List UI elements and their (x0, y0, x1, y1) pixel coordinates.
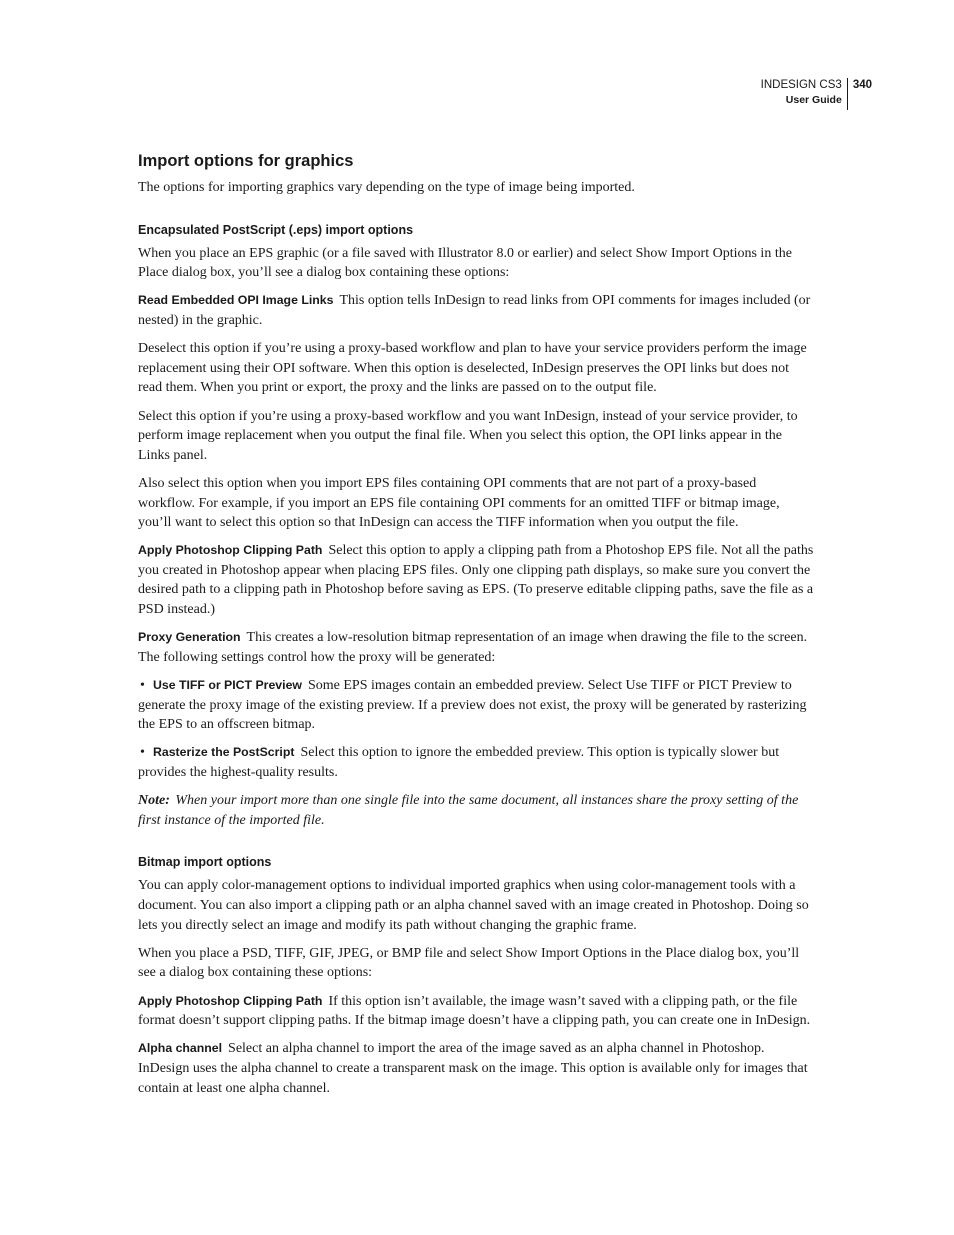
note-label: Note: (138, 793, 170, 809)
opi-option (138, 291, 814, 330)
proxy-option (138, 628, 814, 667)
opi-term: Read Embedded OPI Image Links (138, 293, 334, 308)
raster-text: Select this option to ignore the embedded preview. This option is typically slower but provides the highest-quality results. (138, 745, 780, 780)
alpha-term: Alpha channel (138, 1041, 223, 1056)
page-number: 340 (852, 79, 872, 91)
bullet-rasterize (138, 743, 814, 782)
note (138, 791, 814, 830)
bitmap-clipping-term: Apply Photoshop Clipping Path (138, 993, 323, 1008)
bitmap-heading: Bitmap import options (138, 855, 272, 870)
bitmap-clipping-text: If this option isn’t available, the image wasn’t saved with a clipping path, or the file format doesn’t support clipping paths. If the bitmap image doesn’t have a clipping path, you can create one in InDesign. (138, 993, 811, 1029)
opi-text: This option tells InDesign to read links from OPI comments for images included (or nested) in the graphic. (138, 293, 811, 328)
header-title-block (761, 78, 848, 110)
opi-paragraph-3: Select this option if you’re using a proxy-based workflow and you want InDesign, instead of your service provider, to perform image replacement when you output the final file. When you select this option, the OPI links appear in the Links panel. (138, 408, 798, 463)
proxy-term: Proxy Generation (138, 630, 241, 645)
bitmap-paragraph-1: You can apply color-management options to individual imported graphics when using color-management tools with a document. You can also import a clipping path or an alpha channel saved with an image created in Photoshop. Doing so lets you directly select an image and modify its path without changing the graphic frame. (138, 878, 809, 933)
section-intro: The options for importing graphics vary depending on the type of image being imported. (138, 180, 635, 195)
bullet-tiff-preview (138, 676, 814, 735)
header-product: INDESIGN CS3 (760, 79, 842, 91)
alpha-text: Select an alpha channel to import the area of the image saved as an alpha channel in Photoshop. InDesign uses the alpha channel to create a transparent mask on the image. This option is available only for images that contain at least one alpha channel. (138, 1041, 808, 1096)
tiff-term: Use TIFF or PICT Preview (153, 678, 302, 693)
bitmap-clipping-option (138, 992, 814, 1031)
header-guide: User Guide (785, 94, 842, 106)
tiff-text: Some EPS images contain an embedded preview. Select Use TIFF or PICT Preview to generate the proxy image of the existing preview. If a preview does not exist, the proxy will be generated by rasterizing the EPS to an offscreen bitmap. (138, 678, 807, 733)
eps-intro: When you place an EPS graphic (or a file saved with Illustrator 8.0 or earlier) and select Show Import Options in the Place dialog box, you’ll see a dialog box containing these options: (138, 245, 792, 281)
eps-clipping-option (138, 541, 814, 619)
note-text: When your import more than one single file into the same document, all instances share the proxy setting of the first instance of the imported file. (138, 793, 799, 828)
bullet-icon: • (140, 745, 145, 761)
page-body (138, 150, 814, 1107)
alpha-option (138, 1039, 814, 1098)
section-title: Import options for graphics (138, 152, 354, 170)
eps-clipping-term: Apply Photoshop Clipping Path (138, 543, 323, 558)
bitmap-paragraph-2: When you place a PSD, TIFF, GIF, JPEG, or BMP file and select Show Import Options in the Place dialog box, you’ll see a dialog box containing these options: (138, 945, 800, 981)
proxy-text: This creates a low-resolution bitmap representation of an image when drawing the file to the screen. The following settings control how the proxy will be generated: (138, 630, 808, 665)
running-header (761, 78, 872, 110)
opi-paragraph-4: Also select this option when you import EPS files containing OPI comments that are not part of a proxy-based workflow. For example, if you import an EPS file containing OPI comments for an omitted TIFF or bitmap image, you’ll want to select this option so that InDesign can access the TIFF information when you output the file. (138, 475, 780, 531)
opi-paragraph-2: Deselect this option if you’re using a proxy-based workflow and plan to have your service providers perform the image replacement using their OPI software. When this option is deselected, InDesign preserves the OPI links but does not read them. When you print or export, the proxy and the links are passed on to the output file. (138, 341, 807, 396)
eps-clipping-text: Select this option to apply a clipping path from a Photoshop EPS file. Not all the paths you created in Photoshop appear when placing EPS files. Only one clipping path displays, so make sure you convert the desired path to a clipping path in Photoshop before saving as EPS. (To preserve editable clipping paths, save the file as a PSD instead.) (138, 543, 814, 618)
raster-term: Rasterize the PostScript (153, 745, 295, 760)
bullet-icon: • (140, 678, 145, 694)
eps-heading: Encapsulated PostScript (.eps) import options (138, 222, 414, 237)
